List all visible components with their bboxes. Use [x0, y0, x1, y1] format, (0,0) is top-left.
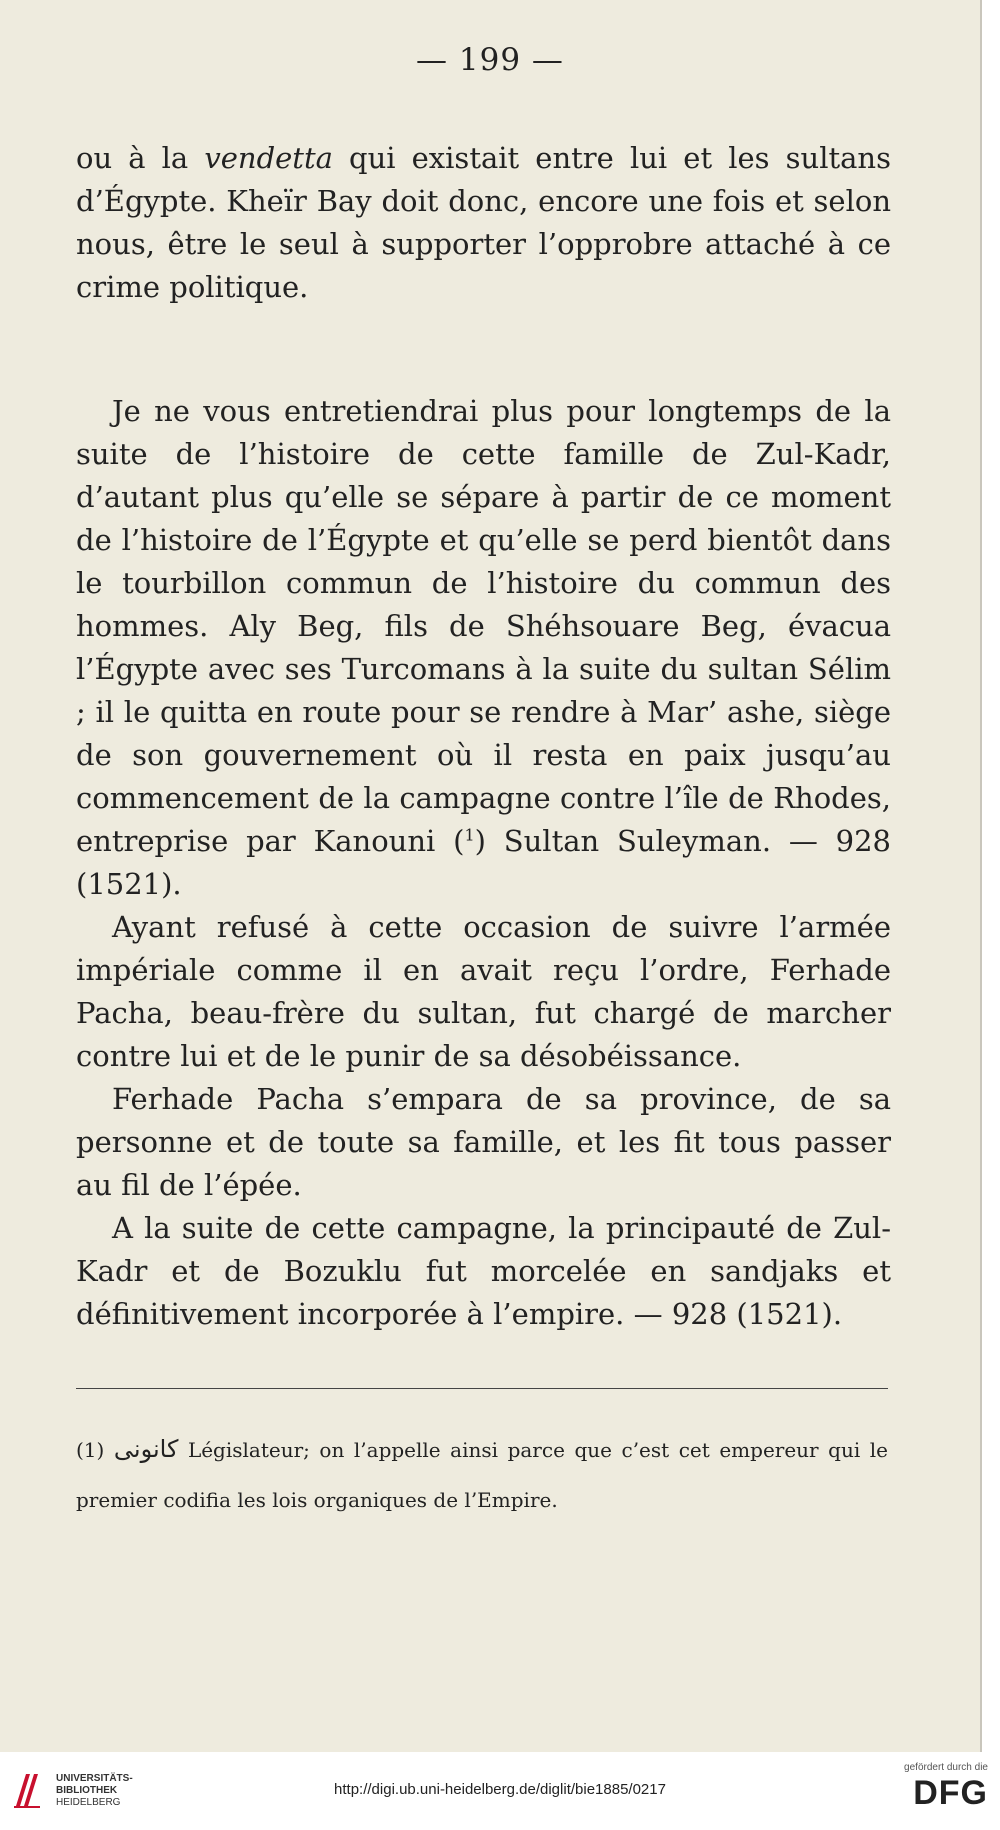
library-name-line-2: BIBLIOTHEK — [56, 1785, 118, 1796]
paragraph-1 — [76, 137, 891, 309]
paragraph-4 — [76, 1078, 891, 1207]
paragraph-5 — [76, 1207, 891, 1336]
footnote — [76, 1424, 888, 1525]
main-paragraphs — [76, 390, 891, 1336]
paragraph-2-end: ) Sultan Suleyman. — 928 (1521). — [76, 824, 892, 901]
page-number: — 199 — — [416, 42, 564, 78]
paragraph-5-text: A la suite de cette campagne, la principauté de Zul-Kadr et de Bozuklu fut morcelée en sandjaks et définitivement incorporée à l’empire. — 928 (1521). — [76, 1211, 891, 1331]
paragraph-2-text: Je ne vous entretiendrai plus pour longtemps de la suite de l’histoire de cette famille de Zul-Kadr, d’autant plus qu’elle se sépare à partir de ce moment de l’histoire de l’Égypte et qu’elle se perd bientôt dans le tourbillon commun de l’histoire du commun des hommes. Aly Beg, fils de Shéhsouare Beg, évacua l’Égypte avec ses Turcomans à la suite du sultan Sélim ; il le quitta en route pour se rendre à Mar’ ashe, siège de son gouvernement où il resta en paix jusqu’au commencement de la campagne contre l’île de Rhodes, entreprise par Kanouni ( — [76, 394, 891, 858]
funder-block — [878, 1762, 988, 1813]
paragraph-3-text: Ayant refusé à cette occasion de suivre l’armée impériale comme il en avait reçu l’ordre, Ferhade Pacha, beau-frère du sultan, fut chargé de marcher contre lui et de le punir de sa désobéissance. — [76, 910, 891, 1073]
footnote-marker: (1) — [76, 1438, 105, 1462]
footnote-divider — [76, 1388, 888, 1389]
vendetta-italic: vendetta — [204, 141, 333, 175]
footnote-reference: 1 — [464, 825, 475, 845]
opening-paragraph — [76, 137, 891, 309]
digitization-footer — [0, 1752, 1000, 1830]
library-name-line-3: HEIDELBERG — [56, 1797, 121, 1808]
paragraph-4-text: Ferhade Pacha s’empara de sa province, de sa personne et de toute sa famille, et les fit tous passer au fil de l’épée. — [76, 1082, 891, 1202]
dfg-logo: DFG — [913, 1774, 988, 1812]
paragraph-1-lead: ou à la — [76, 141, 205, 175]
source-url-link[interactable]: http://digi.ub.uni-heidelberg.de/diglit/bie1885/0217 — [334, 1781, 666, 1798]
paragraph-1-rest: qui existait entre lui et les sultans d’Égypte. Kheïr Bay doit donc, encore une fois et selon nous, être le seul à supporter l’opprobre attaché à ce crime politique. — [76, 141, 891, 304]
funder-label: gefördert durch die — [904, 1762, 988, 1773]
paragraph-2 — [76, 390, 891, 906]
library-name-line-1: UNIVERSITÄTS- — [56, 1773, 133, 1784]
footnote-arabic-word: كانونى — [113, 1435, 179, 1463]
paragraph-3 — [76, 906, 891, 1078]
footnote-text: Législateur; on l’appelle ainsi parce que c’est cet empereur qui le premier codifia les lois organiques de l’Empire. — [76, 1438, 889, 1512]
